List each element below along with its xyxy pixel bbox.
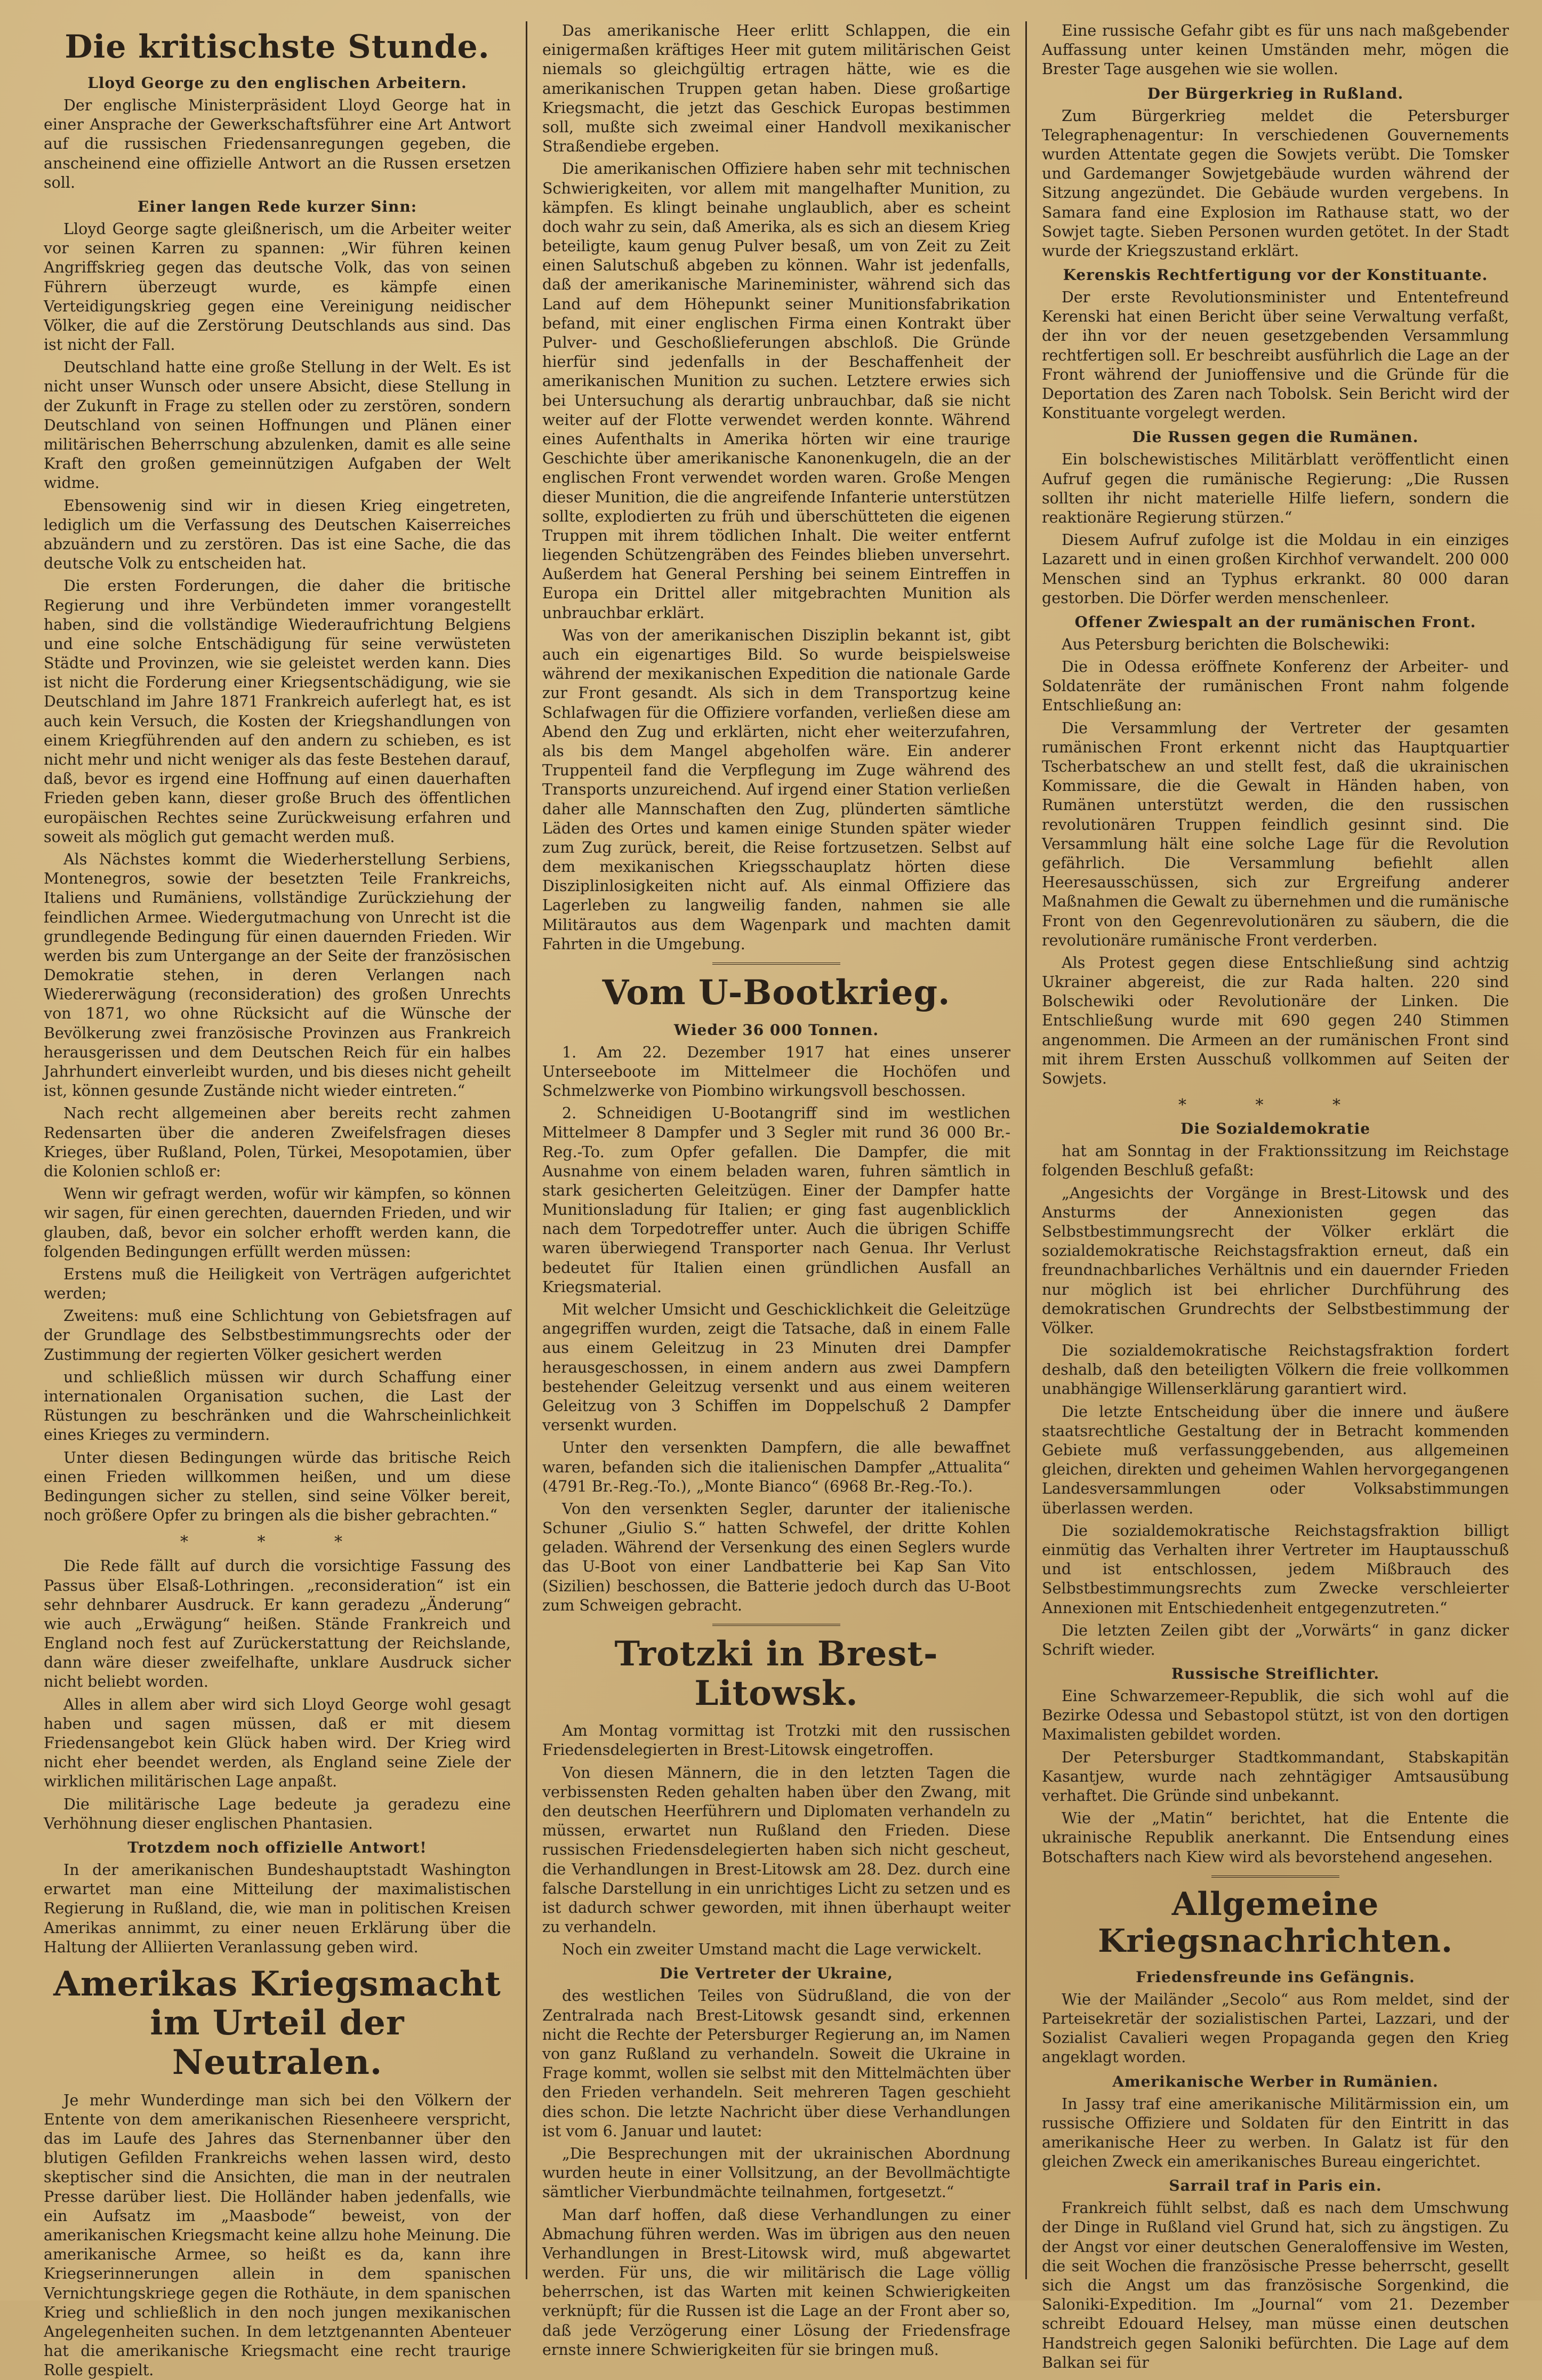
paragraph: Der englische Ministerpräsident Lloyd George hat in einer Ansprache der Gewerkschaftsführer eine Art Antwort auf die russischen Friedensanregungen gegeben, die anscheinend eine offizielle Antwort an die Russen ersetzen soll.: [44, 97, 511, 191]
paragraph: Wenn wir gefragt werden, wofür wir kämpfen, so können wir sagen, für einen gerechten, dauernden Frieden, und wir glauben, daß, bevor ein solcher erhofft werden kann, die folgenden Bedingungen erfüllt werden müssen:: [44, 1185, 511, 1261]
headline-lloyd-george: Die kritischste Stunde.: [65, 28, 490, 66]
paragraph: „Die Besprechungen mit der ukrainischen Abordnung wurden heute in einer Vollsitzung, an der Bevollmächtigte sämtlicher Vierbundmächte teilnahmen, fortgesetzt.“: [542, 2144, 1010, 2201]
section-divider: [1211, 1876, 1339, 1878]
headline-trotzki: Trotzki in Brest-Litowsk.: [614, 1634, 938, 1713]
column-left: [32, 21, 523, 2379]
paragraph: Noch ein zweiter Umstand macht die Lage verwickelt.: [562, 1941, 982, 1959]
subheadline: Die Russen gegen die Rumänen.: [1132, 428, 1419, 446]
subheadline: Die Sozialdemokratie: [1180, 1120, 1371, 1138]
section-stars: * * *: [1178, 1096, 1373, 1115]
paragraph: Als Nächstes kommt die Wiederherstellung Serbiens, Montenegros, sowie der besetzten Teile Frankreichs, Italiens und Rumäniens, vollständige Zurückziehung der feindlichen Armee. Wiedergutmachung von Unrecht ist die grundlegende Bedingung für einen dauernden Frieden. Wir werden bis zum Untergange an der Seite der französischen Demokratie stehen, in deren Verlangen nach Wiedererwägung (reconsideration) des großen Unrechts von 1871, wo ohne Rücksicht auf die Wünsche der Bevölkerung zwei französische Provinzen aus Frankreich herausgerissen und dem Deutschen Reich für ein halbes Jahrhundert einverleibt wurden, und bis dieses nicht geheilt ist, können gesunde Zustände nicht wieder eintreten.“: [44, 850, 511, 1100]
section-divider: [712, 963, 840, 965]
subheadline: Friedensfreunde ins Gefängnis.: [1136, 1968, 1415, 1986]
paragraph: Als Protest gegen diese Entschließung sind achtzig Ukrainer abgereist, die zur Rada halten. 220 sind Bolschewiki oder Revolutionäre der Linken. Die Entschließung wurde mit 690 gegen 240 Stimmen angenommen. Die Armeen an der rumänischen Front sind mit ihrem Ersten Ausschuß vollkommen auf Seiten der Sowjets.: [1042, 953, 1509, 1087]
paragraph: Was von der amerikanischen Disziplin bekannt ist, gibt auch ein eigenartiges Bild. So wurde beispielsweise während der mexikanischen Expedition die nationale Garde zur Front gesandt. Als sich in dem Transportzug keine Schlafwagen für die Offiziere vorfanden, verließen diese am Abend den Zug und erklärten, nicht eher weiterzufahren, als bis dem Mangel abgeholfen wäre. Ein anderer Truppenteil fand die Verpflegung im Zuge während des Transports unzureichend. Auf irgend einer Station verließen daher alle Mannschaften den Zug, plünderten sämtliche Läden des Ortes und kamen einige Stunden später wieder zum Zug zurück, bereit, die Reise fortzusetzen. Selbst auf dem mexikanischen Kriegsschauplatz hörten diese Disziplinlosigkeiten nicht auf. Als einmal Offiziere das Lagerleben zu langweilig fanden, nahmen sie alle Militärautos aus dem Wagenpark und machten damit Fahrten in die Umgebung.: [542, 626, 1010, 953]
paragraph: Nach recht allgemeinen aber bereits recht zahmen Redensarten über die anderen Zweifelsfragen dieses Krieges, über Rußland, Polen, Türkei, Mesopotamien, über die Kolonien schloß er:: [44, 1104, 511, 1180]
paragraph: Die in Odessa eröffnete Konferenz der Arbeiter- und Soldatenräte der rumänischen Front nahm folgende Entschließung an:: [1042, 658, 1509, 715]
subheadline: Der Bürgerkrieg in Rußland.: [1147, 84, 1404, 102]
paragraph: Zweitens: muß eine Schlichtung von Gebietsfragen auf der Grundlage des Selbstbestimmungsrechts oder der Zustimmung der regierten Völker gesichert werden: [44, 1307, 511, 1364]
paragraph: Die Rede fällt auf durch die vorsichtige Fassung des Passus über Elsaß-Lothringen. „reconsideration“ ist ein sehr dehnbarer Ausdruck. Er kann geradezu „Änderung“ wie auch „Erwägung“ heißen. Stände Frankreich und England noch fest auf Zurückerstattung der Reichslande, dann wäre dieser zweifelhafte, unklare Ausdruck sicher nicht beliebt worden.: [44, 1557, 511, 1691]
paragraph: Die sozialdemokratische Reichstagsfraktion fordert deshalb, daß den beteiligten Völkern die freie vollkommen unabhängige Willenserklärung garantiert wird.: [1042, 1342, 1509, 1398]
section-divider: [712, 1624, 840, 1626]
subheadline: Amerikanische Werber in Rumänien.: [1112, 2072, 1439, 2090]
paragraph: Das amerikanische Heer erlitt Schlappen, die ein einigermaßen kräftiges Heer mit gutem militärischen Geist niemals so gleichgültig ertragen hätte, wie es die amerikanischen Truppen getan haben. Diese großartige Kriegsmacht, die jetzt das Geschick Europas bestimmen soll, mußte sich zweimal einer Handvoll mexikanischer Straßendiebe ergeben.: [542, 22, 1010, 156]
paragraph: Der Petersburger Stadtkommandant, Stabskapitän Kasantjew, wurde nach zehntägiger Amtsausübung verhaftet. Die Gründe sind unbekannt.: [1042, 1748, 1509, 1805]
paragraph: Von diesen Männern, die in den letzten Tagen die verbissensten Reden gehalten haben über den Zwang, mit den deutschen Heerführern und Diplomaten verhandeln zu müssen, erwartet nun Rußland den Frieden. Diese russischen Friedensdelegierten haben sich nicht gescheut, die Verhandlungen in Brest-Litowsk am 28. Dez. durch eine falsche Darstellung in ein unrichtiges Licht zu setzen und es ist dadurch schwer geworden, mit ihnen überhaupt weiter zu verhandeln.: [542, 1764, 1010, 1936]
paragraph: Alles in allem aber wird sich Lloyd George wohl gesagt haben und sagen müssen, daß er mit diesem Friedensangebot kein Glück haben wird. Der Krieg wird nicht eher beendet werden, als England seine Ziele der wirklichen militärischen Lage anpaßt.: [44, 1695, 511, 1791]
paragraph: Diesem Aufruf zufolge ist die Moldau in ein einziges Lazarett und in einen großen Kirchhof verwandelt. 200 000 Menschen sind an Typhus erkrankt. 80 000 daran gestorben. Die Dörfer werden menschenleer.: [1042, 531, 1509, 607]
section-stars: * * *: [180, 1533, 375, 1552]
paragraph: Wie der Mailänder „Secolo“ aus Rom meldet, sind der Parteisekretär der sozialistischen Partei, Lazzari, und der Sozialist Cavalieri wegen Propaganda gegen den Krieg angeklagt worden.: [1042, 1990, 1509, 2066]
subheadline: Lloyd George zu den englischen Arbeitern.: [87, 74, 467, 92]
paragraph: 1. Am 22. Dezember 1917 hat eines unserer Unterseeboote im Mittelmeer die Hochöfen und Schmelzwerke von Piombino wirkungsvoll beschossen.: [542, 1043, 1010, 1100]
paragraph: Die amerikanischen Offiziere haben sehr mit technischen Schwierigkeiten, vor allem mit mangelhafter Munition, zu kämpfen. Es klingt beinahe unglaublich, aber es scheint doch wahr zu sein, daß Amerika, als es sich an diesem Krieg beteiligte, kaum genug Pulver besaß, um von Zeit zu Zeit einen Salutschuß abgeben zu können. Wahr ist jedenfalls, daß der amerikanische Marineminister, während sich das Land auf dem Höhepunkt seiner Munitionsfabrikation befand, mit einer englischen Firma einen Kontrakt über Pulver- und Geschoßlieferungen abschloß. Die Gründe hierfür sind jedenfalls in der Beschaffenheit der amerikanischen Munition zu suchen. Letztere erwies sich bei Untersuchung als derartig unbrauchbar, daß sie nicht weiter auf der Flotte verwendet werden konnte. Während eines Aufenthalts in Amerika hörten wir eine traurige Geschichte über amerikanische Kanonenkugeln, die an der englischen Front verwendet worden waren. Große Mengen dieser Munition, die die angreifende Infanterie unterstützen sollte, explodierten zu früh und überschütteten die eigenen Truppen mit ihrem tödlichen Inhalt. Die weiter entfernt liegenden Schützengräben des Feindes blieben unversehrt. Außerdem hat General Pershing bei seinem Eintreffen in Europa ein Drittel aller mitgebrachten Munition als unbrauchbar erklärt.: [542, 160, 1010, 622]
paragraph: Deutschland hatte eine große Stellung in der Welt. Es ist nicht unser Wunsch oder unsere Absicht, diese Stellung in der Zukunft in Frage zu stellen oder zu zerstören, sondern Deutschland von seinen Hoffnungen und Plänen einer militärischen Beherrschung abzulenken, damit es alle seine Kraft den großen gemeinnützigen Aufgaben der Welt widme.: [44, 358, 511, 492]
subheadline: Einer langen Rede kurzer Sinn:: [137, 197, 417, 215]
column-right: [1030, 21, 1521, 2371]
paragraph: Die Versammlung der Vertreter der gesamten rumänischen Front erkennt nicht das Hauptquartier Tscherbatschew an und stellt fest, daß die ukrainischen Kommissare, die die Gewalt in Händen haben, von Rumänen unterstützt werden, die den russischen revolutionären Truppen feindlich gesinnt sind. Die Versammlung hält eine solche Lage für die Revolution gefährlich. Die Versammlung befiehlt allen Heeresausschüssen, sich zur Ergreifung anderer Maßnahmen die Gewalt zu übernehmen und die rumänische Front von den Gegenrevolutionären zu säubern, die die revolutionäre rumänische Front verderben.: [1042, 719, 1509, 949]
paragraph: Die militärische Lage bedeute ja geradezu eine Verhöhnung dieser englischen Phantasien.: [44, 1795, 511, 1832]
headline-amerika: Amerikas Kriegsmacht im Urteil der Neutralen.: [53, 1964, 501, 2083]
paragraph: In der amerikanischen Bundeshauptstadt Washington erwartet man eine Mitteilung der maximalistischen Regierung in Rußland, die, wie man in politischen Kreisen Amerikas annimmt, zu einer neuen Erklärung über die Haltung der Alliierten Veranlassung geben wird.: [44, 1861, 511, 1956]
paragraph: Mit welcher Umsicht und Geschicklichkeit die Geleitzüge angegriffen wurden, zeigt die Tatsache, daß in einem Falle aus einem Geleitzug in 23 Minuten drei Dampfer herausgeschossen, in einem andern aus zwei Dampfern bestehender Geleitzug versenkt und aus einem weiteren Geleitzug von 3 Schiffen im Doppelschuß 2 Dampfer versenkt wurden.: [542, 1301, 1010, 1435]
paragraph: Unter diesen Bedingungen würde das britische Reich einen Frieden willkommen heißen, und um diese Bedingungen sicher zu stellen, sind seine Völker bereit, noch größere Opfer zu bringen als die bisher gebrachten.“: [44, 1448, 511, 1525]
paragraph: des westlichen Teiles von Südrußland, die von der Zentralrada nach Brest-Litowsk gesandt sind, erkennen nicht die Rechte der Petersburger Regierung an, im Namen von ganz Rußland zu verhandeln. Soweit die Ukraine in Frage kommt, wollen sie selbst mit den Mittelmächten über den Frieden verhandeln. Seit mehreren Tagen geschieht dies schon. Die letzte Nachricht über diese Verhandlungen ist vom 6. Januar und lautet:: [542, 1987, 1010, 2140]
paragraph: Der erste Revolutionsminister und Ententefreund Kerenski hat einen Bericht über seine Verwaltung verfaßt, der ihn vor der neuen gesetzgebenden Versammlung rechtfertigen soll. Er beschreibt ausführlich die Lage an der Front während der Junioffensive und die Gründe für die Deportation des Zaren nach Tobolsk. Sein Bericht wird der Konstituante vorgelegt werden.: [1042, 289, 1509, 422]
paragraph: „Angesichts der Vorgänge in Brest-Litowsk und des Ansturms der Annexionisten gegen das Selbstbestimmungsrecht der Völker erklärt die sozialdemokratische Reichstagsfraktion erneut, daß ein freundnachbarliches Verhältnis und ein dauernder Frieden nur möglich ist bei ehrlicher Durchführung des demokratischen Grundrechts der Selbstbestimmung der Völker.: [1042, 1184, 1509, 1337]
subheadline: Wieder 36 000 Tonnen.: [673, 1021, 879, 1039]
paragraph: und schließlich müssen wir durch Schaffung einer internationalen Organisation suchen, die Last der Rüstungen zu beschränken und die Wahrscheinlichkeit eines Krieges zu vermindern.: [44, 1368, 511, 1444]
subheadline: Offener Zwiespalt an der rumänischen Front.: [1074, 613, 1476, 631]
column-divider: [1025, 21, 1027, 2279]
paragraph: Eine Schwarzemeer-Republik, die sich wohl auf die Bezirke Odessa und Sebastopol stützt, ist von den dortigen Maximalisten gebildet worden.: [1042, 1687, 1509, 1744]
paragraph: Unter den versenkten Dampfern, die alle bewaffnet waren, befanden sich die italienischen Dampfer „Attualita“ (4791 Br.-Reg.-To.), „Monte Bianco“ (6968 Br.-Reg.-To.).: [542, 1439, 1010, 1495]
paragraph: Man darf hoffen, daß diese Verhandlungen zu einer Abmachung führen werden. Was im übrigen aus den neuen Verhandlungen in Brest-Litowsk wird, muß abgewartet werden. Für uns, die wir militärisch die Lage völlig beherrschen, ist das Warten mit keinen Schwierigkeiten verknüpft; für die Russen ist die Lage an der Front aber so, daß jede Verzögerung einer Lösung der Friedensfrage ernste innere Schwierigkeiten für sie bringen muß.: [542, 2206, 1010, 2359]
paragraph: Eine russische Gefahr gibt es für uns nach maßgebender Auffassung unter keinen Umständen mehr, mögen die Brester Tage ausgehen wie sie wollen.: [1042, 22, 1509, 78]
paragraph: Die ersten Forderungen, die daher die britische Regierung und ihre Verbündeten immer vorangestellt haben, sind die vollständige Wiederaufrichtung Belgiens und eine solche Entschädigung für seine verwüsteten Städte und Provinzen, wie sie geleistet werden kann. Dies ist nicht die Forderung einer Kriegsentschädigung, wie sie Deutschland im Jahre 1871 Frankreich auferlegt hat, es ist auch kein Versuch, die Kosten der Kriegshandlungen von einem Kriegführenden auf den andern zu schieben, es ist nicht mehr und nicht weniger als das feste Bestehen darauf, daß, bevor es irgend eine Hoffnung auf einen dauerhaften Frieden geben kann, dieser große Bruch des öffentlichen europäischen Rechtes seine Zurückweisung erfahren und soweit als möglich gut gemacht werden muß.: [44, 577, 511, 846]
subheadline: Sarrail traf in Paris ein.: [1169, 2177, 1382, 2195]
paragraph: In Jassy traf eine amerikanische Militärmission ein, um russische Offiziere und Soldaten für den Eintritt in das amerikanische Heer zu werben. In Galatz ist für den gleichen Zweck ein amerikanisches Bureau eingerichtet.: [1042, 2095, 1509, 2171]
paragraph: 2. Schneidigen U-Bootangriff sind im westlichen Mittelmeer 8 Dampfer und 3 Segler mit rund 36 000 Br.-Reg.-To. zum Opfer gefallen. Die Dampfer, die mit Ausnahme von einem beladen waren, fuhren sämtlich in stark gesicherten Geleitzügen. Einer der Dampfer hatte Munitionsladung für Italien; er ging fast augenblicklich nach dem Torpedotreffer unter. Auch die übrigen Schiffe waren überwiegend Transporter nach Genua. Ihr Verlust bedeutet für Italien einen gründlichen Ausfall an Kriegsmaterial.: [542, 1104, 1010, 1296]
paragraph: Frankreich fühlt selbst, daß es nach dem Umschwung der Dinge in Rußland viel Grund hat, sich zu ängstigen. Zu der Angst vor einer deutschen Generaloffensive im Westen, die seit Wochen die französische Presse beherrscht, gesellt sich die Angst um das französische Sorgenkind, die Saloniki-Expedition. Im „Journal“ vom 21. Dezember schreibt Edouard Helsey, man müsse einen deutschen Handstreich gegen Saloniki befürchten. Die Lage auf dem Balkan sei für: [1042, 2199, 1509, 2371]
paragraph: Die letzten Zeilen gibt der „Vorwärts“ in ganz dicker Schrift wieder.: [1042, 1621, 1509, 1658]
paragraph: Am Montag vormittag ist Trotzki mit den russischen Friedensdelegierten in Brest-Litowsk eingetroffen.: [542, 1722, 1010, 1759]
paragraph: hat am Sonntag in der Fraktionssitzung im Reichstage folgenden Beschluß gefaßt:: [1042, 1142, 1509, 1180]
paragraph: Erstens muß die Heiligkeit von Verträgen aufgerichtet werden;: [44, 1265, 511, 1303]
paragraph: Ein bolschewistisches Militärblatt veröffentlicht einen Aufruf gegen die rumänische Regierung: „Die Russen sollten ihr nicht materielle Hilfe liefern, sondern die reaktionäre Regierung stürzen.“: [1042, 451, 1509, 526]
paragraph: Die sozialdemokratische Reichstagsfraktion billigt einmütig das Verhalten ihrer Vertreter im Hauptausschuß und ist entschlossen, jedem Mißbrauch des Selbstbestimmungsrechts zum Zwecke verschleierter Annexionen mit Entschiedenheit entgegenzutreten.“: [1042, 1521, 1509, 1617]
paragraph: Je mehr Wunderdinge man sich bei den Völkern der Entente von dem amerikanischen Riesenheere verspricht, das im Laufe des Jahres das Sternenbanner über den blutigen Gefilden Frankreichs wehen lassen wird, desto skeptischer sind die Ansichten, die man in der neutralen Presse darüber liest. Die Holländer haben jedenfalls, wie ein Aufsatz im „Maasbode“ beweist, von der amerikanischen Kriegsmacht keine allzu hohe Meinung. Die amerikanische Armee, so heißt es da, kann ihre Kriegserinnerungen allein in dem spanischen Vernichtungskriege gegen die Rothäute, in dem spanischen Krieg und schließlich in den noch jungen mexikanischen Angelegenheiten suchen. In dem letztgenannten Abenteuer hat die amerikanische Kriegsmacht eine recht traurige Rolle gespielt.: [44, 2091, 511, 2379]
headline-uboot: Vom U-Bootkrieg.: [602, 973, 951, 1013]
paragraph: Zum Bürgerkrieg meldet die Petersburger Telegraphenagentur: In verschiedenen Gouvernements wurden Attentate gegen die Sowjets verübt. Die Tomsker und Gardemanger Sowjetgebäude wurden während der Sitzung angezündet. Die Gebäude wurden vergebens. In Samara fand eine Explosion im Rathause statt, wo der Sowjet tagte. Sieben Personen wurden getötet. In der Stadt wurde der Kriegszustand erklärt.: [1042, 107, 1509, 260]
column-middle: [531, 21, 1022, 2359]
paragraph: Wie der „Matin“ berichtet, hat die Entente die ukrainische Republik anerkannt. Die Entsendung eines Botschafters nach Kiew wird als bevorstehend angesehen.: [1042, 1809, 1509, 1866]
subheadline: Trotzdem noch offizielle Antwort!: [127, 1838, 427, 1856]
paragraph: Lloyd George sagte gleißnerisch, um die Arbeiter weiter vor seinen Karren zu spannen: „Wir führen keinen Angriffskrieg gegen das deutsche Volk, das von seinen Führern überzeugt wurde, es kämpfe einen Verteidigungskrieg gegen eine Vereinigung neidischer Völker, die auf die Zerstörung Deutschlands aus sind. Das ist nicht der Fall.: [44, 220, 511, 354]
subheadline: Russische Streiflichter.: [1171, 1665, 1380, 1683]
paragraph: Aus Petersburg berichten die Bolschewiki:: [1062, 635, 1390, 653]
paragraph: Die letzte Entscheidung über die innere und äußere staatsrechtliche Gestaltung der in Betracht kommenden Gebiete muß verfassunggebenden, aus allgemeinen gleichen, direkten und geheimen Wahlen hervorgegangenen Landesversammlungen oder Volksabstimmungen überlassen werden.: [1042, 1403, 1509, 1517]
paragraph: Ebensowenig sind wir in diesen Krieg eingetreten, lediglich um die Verfassung des Deutschen Kaiserreiches abzuändern und zu zerstören. Das ist eine Sache, die das deutsche Volk zu entscheiden hat.: [44, 496, 511, 573]
subheadline: Kerenskis Rechtfertigung vor der Konstituante.: [1063, 266, 1488, 284]
headline-allgemeine: Allgemeine Kriegsnachrichten.: [1097, 1885, 1453, 1960]
subheadline: Die Vertreter der Ukraine,: [659, 1965, 894, 1983]
column-divider: [526, 21, 527, 2279]
paragraph: Von den versenkten Segler, darunter der italienische Schuner „Giulio S.“ hatten Schwefel, der dritte Kohlen geladen. Während der Versenkung des einen Seglers wurde das U-Boot von einer Landbatterie bei Kap San Vito (Sizilien) beschossen, die Batterie jedoch durch das U-Boot zum Schweigen gebracht.: [542, 1500, 1010, 1614]
